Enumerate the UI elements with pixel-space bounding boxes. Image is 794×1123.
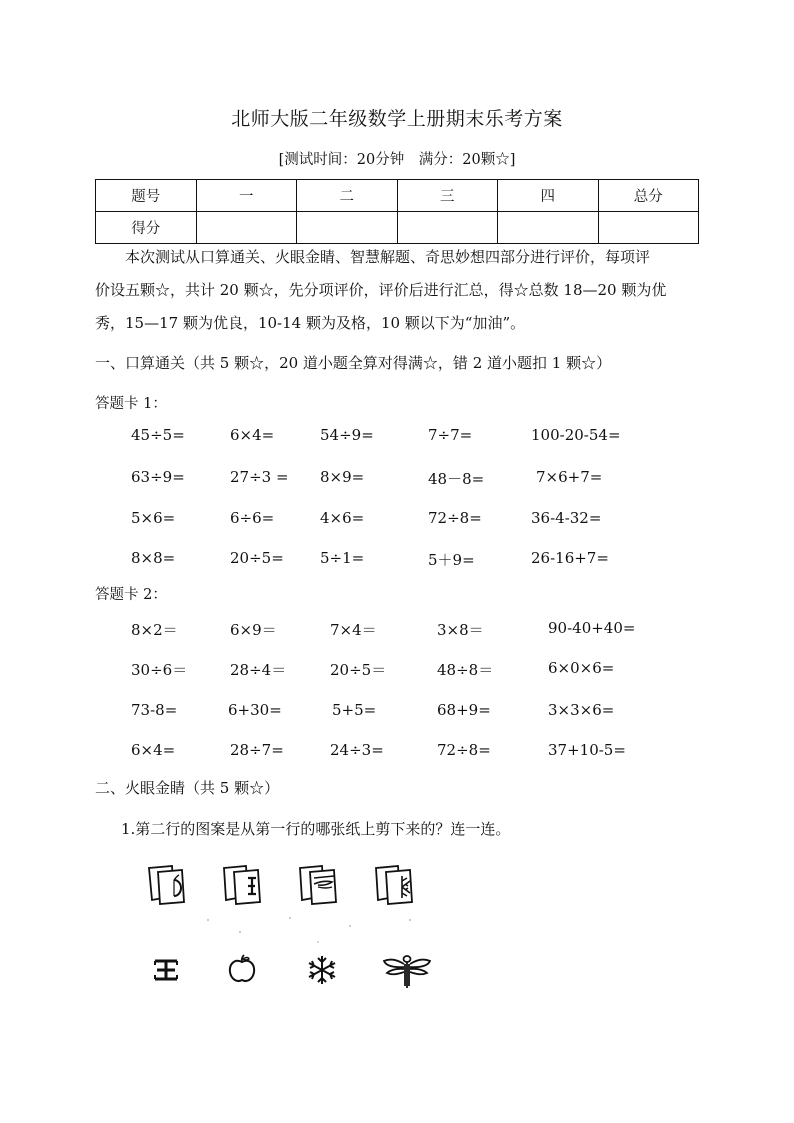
math-problem: 72÷8= <box>437 741 491 759</box>
math-problem: 6÷6= <box>230 509 275 527</box>
apple-pattern-icon[interactable] <box>227 953 257 985</box>
intro-line: 价设五颗☆，共计 20 颗☆，先分项评价，评价后进行汇总，得☆总数 18—20 颗为优 <box>95 281 667 299</box>
section-1-heading: 一、口算通关（共 5 颗☆，20 道小题全算对得满☆，错 2 道小题扣 1 颗☆） <box>95 354 612 372</box>
math-problem: 73-8= <box>131 701 178 719</box>
math-problem: 20÷5= <box>230 549 284 567</box>
score-table-header-cell: 二 <box>297 180 398 212</box>
score-cell[interactable] <box>598 212 699 244</box>
math-problem: 6×4= <box>131 741 176 759</box>
math-problem: 7÷7= <box>428 426 473 444</box>
score-table-header-cell: 一 <box>196 180 297 212</box>
math-problem: 5×6= <box>131 509 176 527</box>
section-2-heading: 二、火眼金睛（共 5 颗☆） <box>95 779 280 797</box>
math-problem: 4×6= <box>320 509 365 527</box>
intro-line: 本次测试从口算通关、火眼金睛、智慧解题、奇思妙想四部分进行评价，每项评 <box>125 248 651 266</box>
math-problem: 26-16+7= <box>531 549 609 567</box>
score-cell[interactable] <box>498 212 599 244</box>
math-problem: 5÷1= <box>320 549 365 567</box>
math-problem: 48－8= <box>428 470 485 488</box>
math-problem: 72÷8= <box>428 509 482 527</box>
math-problem: 54÷9= <box>320 426 374 444</box>
math-problem: 24÷3= <box>330 741 384 759</box>
score-table-header-cell: 总分 <box>598 180 699 212</box>
math-problem: 36-4-32= <box>531 509 602 527</box>
math-problem: 6×4= <box>230 426 275 444</box>
math-problem: 63÷9= <box>131 468 185 486</box>
score-cell[interactable] <box>397 212 498 244</box>
math-problem: 7×4＝ <box>330 621 377 639</box>
math-problem: 3×3×6= <box>548 701 615 719</box>
math-problem: 3×8＝ <box>437 621 484 639</box>
folded-paper-wang-icon[interactable] <box>220 862 266 908</box>
question-1-text: 1.第二行的图案是从第一行的哪张纸上剪下来的？连一连。 <box>121 820 511 838</box>
math-problem: 45÷5= <box>131 426 185 444</box>
intro-paragraph <box>95 241 705 340</box>
math-problem: 8×9= <box>320 468 365 486</box>
math-problem: 5+5= <box>332 701 377 719</box>
math-problem: 8×2＝ <box>131 621 178 639</box>
math-problem: 20÷5＝ <box>330 661 387 679</box>
dragonfly-pattern-icon[interactable] <box>381 954 433 990</box>
answer-card-2-label: 答题卡 2： <box>95 587 167 603</box>
scan-noise-dots <box>200 912 440 952</box>
score-cell[interactable] <box>297 212 398 244</box>
math-problem: 27÷3 = <box>230 468 289 486</box>
math-problem: 8×8= <box>131 549 176 567</box>
math-problem: 48÷8＝ <box>437 661 494 679</box>
intro-line: 秀，15—17 颗为优良，10-14 颗为及格，10 颗以下为“加油”。 <box>95 314 526 332</box>
math-problem: 100-20-54= <box>531 426 621 444</box>
score-table-score-row <box>96 212 699 244</box>
math-problem: 6×9＝ <box>230 621 277 639</box>
page-subtitle: [测试时间：20分钟 满分：20颗☆] <box>278 152 516 168</box>
math-problem: 6+30= <box>228 701 282 719</box>
math-problem: 37+10-5= <box>548 741 626 759</box>
score-table-header-cell: 三 <box>397 180 498 212</box>
score-table-header-cell: 题号 <box>96 180 197 212</box>
math-problem: 6×0×6= <box>548 659 615 677</box>
folded-paper-apple-icon[interactable] <box>144 862 190 908</box>
score-table-header-row <box>96 180 699 212</box>
score-table-header-cell: 四 <box>498 180 599 212</box>
folded-paper-dragonfly-icon[interactable] <box>296 862 342 908</box>
math-problem: 28÷7= <box>230 741 284 759</box>
math-problem: 7×6+7= <box>536 468 603 486</box>
score-table <box>95 179 699 244</box>
wang-pattern-icon[interactable] <box>152 956 180 984</box>
folded-paper-snowflake-icon[interactable] <box>372 862 418 908</box>
math-problem: 68+9= <box>437 701 491 719</box>
snowflake-pattern-icon[interactable] <box>306 954 338 986</box>
answer-card-1-label: 答题卡 1： <box>95 396 167 412</box>
math-problem: 30÷6＝ <box>131 661 188 679</box>
score-cell[interactable] <box>196 212 297 244</box>
math-problem: 28÷4＝ <box>230 661 287 679</box>
page-title: 北师大版二年级数学上册期末乐考方案 <box>231 108 563 130</box>
math-problem: 5＋9= <box>428 551 475 569</box>
score-table-row-label: 得分 <box>96 212 197 244</box>
math-problem: 90-40+40= <box>548 619 636 637</box>
